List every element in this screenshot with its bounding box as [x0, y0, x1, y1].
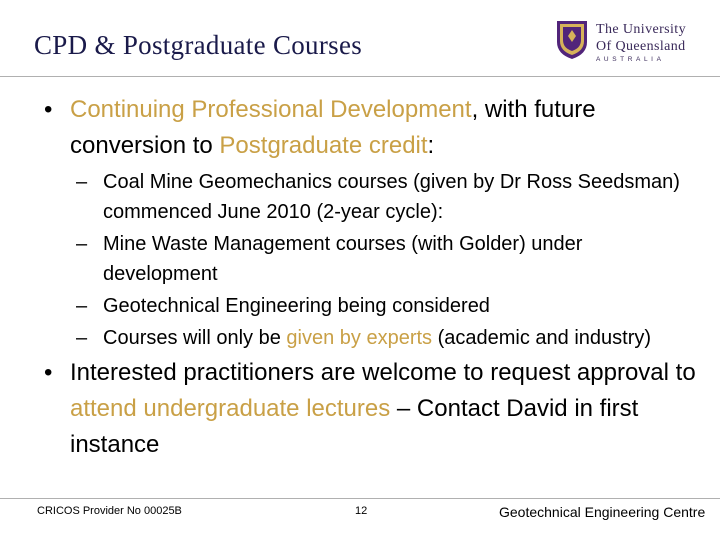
- highlighted-text: Continuing Professional Development: [70, 96, 472, 123]
- text-run: , with future conversion to: [70, 96, 596, 159]
- text-run: Geotechnical Engineering being considered: [103, 295, 490, 317]
- bullet-marker: •: [44, 96, 53, 123]
- footer-centre: Geotechnical Engineering Centre: [499, 504, 706, 520]
- text-run: Coal Mine Geomechanics courses (given by Dr Ross Seedsman) commenced June 2010 (2-year cycle):: [103, 171, 680, 223]
- highlighted-text: attend undergraduate lectures: [70, 395, 391, 422]
- text-run: – Contact David in first instance: [70, 395, 639, 458]
- footer-divider: [0, 498, 720, 499]
- text-run: (academic and industry): [432, 327, 652, 349]
- sub-bullet-marker: –: [76, 295, 88, 317]
- text-run: Interested practitioners are welcome to request approval to: [70, 359, 696, 386]
- highlighted-text: Postgraduate credit: [219, 132, 428, 159]
- sub-bullet-marker: –: [76, 171, 88, 193]
- sub-bullet-item: [40, 323, 700, 353]
- highlighted-text: given by experts: [286, 327, 433, 349]
- footer-provider: CRICOS Provider No 00025B: [37, 505, 182, 517]
- university-logo: [556, 18, 706, 66]
- text-run: :: [427, 132, 435, 159]
- sub-bullet-marker: –: [76, 327, 88, 349]
- sub-bullet-item: [40, 167, 700, 227]
- logo-line-3: AUSTRALIA: [596, 56, 665, 63]
- page-number: 12: [355, 505, 368, 517]
- bullet-item: [40, 92, 700, 164]
- sub-bullet-marker: –: [76, 233, 88, 255]
- bullet-item: [40, 355, 700, 463]
- logo-line-2: Of Queensland: [596, 39, 686, 54]
- bullet-list: [40, 92, 700, 466]
- logo-line-1: The University: [596, 22, 686, 37]
- crest-icon: [556, 20, 588, 60]
- text-run: Courses will only be: [103, 327, 287, 349]
- sub-bullet-item: [40, 229, 700, 289]
- bullet-marker: •: [44, 359, 53, 386]
- text-run: Mine Waste Management courses (with Golder) under development: [103, 233, 583, 285]
- header-divider: [0, 76, 720, 77]
- slide-title: CPD & Postgraduate Courses: [34, 30, 363, 60]
- sub-bullet-item: [40, 291, 700, 321]
